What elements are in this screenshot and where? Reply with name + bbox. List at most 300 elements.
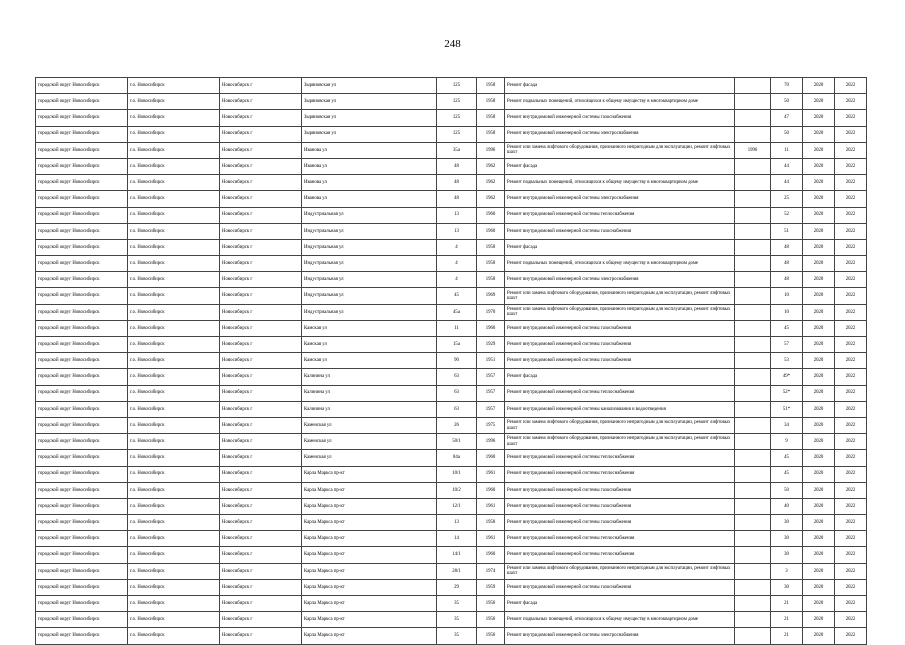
build-year-cell: 1961 <box>477 531 505 547</box>
plan-start-cell: 2020 <box>803 482 835 498</box>
house-number-cell: 4 <box>437 272 477 288</box>
street-cell: Каменская ул <box>302 417 437 433</box>
district-cell: г.о. Новосибирск <box>128 628 220 644</box>
table-row <box>36 207 867 223</box>
street-cell: Карла Маркса пр-кт <box>302 579 437 595</box>
lift-year-cell: 1996 <box>735 142 771 158</box>
district-cell: г.о. Новосибирск <box>128 515 220 531</box>
work-type-cell: Ремонт внутридомовой инженерной системы газоснабжения <box>505 482 735 498</box>
plan-start-cell: 2020 <box>803 304 835 320</box>
work-type-cell: Ремонт внутридомовой инженерной системы газоснабжения <box>505 515 735 531</box>
plan-start-cell: 2020 <box>803 547 835 563</box>
work-type-cell: Ремонт фасада <box>505 158 735 174</box>
municipality-cell: городской округ Новосибирск <box>36 191 128 207</box>
street-cell: Зыряновская ул <box>302 110 437 126</box>
house-number-cell: 48 <box>437 158 477 174</box>
municipality-cell: городской округ Новосибирск <box>36 94 128 110</box>
wear-percent-cell: 30 <box>771 547 803 563</box>
street-cell: Калинина ул <box>302 369 437 385</box>
wear-percent-cell: 48 <box>771 239 803 255</box>
wear-percent-cell: 45 <box>771 320 803 336</box>
plan-start-cell: 2020 <box>803 110 835 126</box>
lift-year-cell <box>735 94 771 110</box>
plan-start-cell: 2020 <box>803 563 835 579</box>
wear-percent-cell: 44 <box>771 158 803 174</box>
wear-percent-cell: 21 <box>771 596 803 612</box>
build-year-cell: 1956 <box>477 612 505 628</box>
table-row <box>36 369 867 385</box>
wear-percent-cell: 45 <box>771 450 803 466</box>
municipality-cell: городской округ Новосибирск <box>36 142 128 158</box>
plan-start-cell: 2020 <box>803 579 835 595</box>
house-number-cell: 125 <box>437 110 477 126</box>
lift-year-cell <box>735 288 771 304</box>
table-row <box>36 110 867 126</box>
street-cell: Зыряновская ул <box>302 78 437 94</box>
district-cell: г.о. Новосибирск <box>128 385 220 401</box>
table-row <box>36 304 867 320</box>
house-number-cell: 125 <box>437 78 477 94</box>
table-row <box>36 288 867 304</box>
district-cell: г.о. Новосибирск <box>128 94 220 110</box>
district-cell: г.о. Новосибирск <box>128 482 220 498</box>
locality-cell: Новосибирск г <box>220 126 302 142</box>
municipality-cell: городской округ Новосибирск <box>36 175 128 191</box>
street-cell: Карла Маркса пр-кт <box>302 466 437 482</box>
work-type-cell: Ремонт внутридомовой инженерной системы газоснабжения <box>505 498 735 514</box>
municipality-cell: городской округ Новосибирск <box>36 272 128 288</box>
district-cell: г.о. Новосибирск <box>128 304 220 320</box>
table-row <box>36 78 867 94</box>
plan-start-cell: 2020 <box>803 353 835 369</box>
build-year-cell: 1958 <box>477 272 505 288</box>
street-cell: Калинина ул <box>302 401 437 417</box>
municipality-cell: городской округ Новосибирск <box>36 158 128 174</box>
page-number: 248 <box>444 38 461 50</box>
lift-year-cell <box>735 175 771 191</box>
locality-cell: Новосибирск г <box>220 547 302 563</box>
district-cell: г.о. Новосибирск <box>128 353 220 369</box>
plan-start-cell: 2020 <box>803 596 835 612</box>
wear-percent-cell: 9 <box>771 434 803 450</box>
district-cell: г.о. Новосибирск <box>128 78 220 94</box>
build-year-cell: 1961 <box>477 498 505 514</box>
work-type-cell: Ремонт или замена лифтового оборудования, признанного непригодным для эксплуатации, ремонт лифтовых шахт <box>505 304 735 320</box>
build-year-cell: 1957 <box>477 401 505 417</box>
house-number-cell: 13 <box>437 223 477 239</box>
plan-start-cell: 2020 <box>803 207 835 223</box>
lift-year-cell <box>735 434 771 450</box>
wear-percent-cell: 47 <box>771 110 803 126</box>
work-type-cell: Ремонт или замена лифтового оборудования, признанного непригодным для эксплуатации, ремонт лифтовых шахт <box>505 288 735 304</box>
plan-end-cell: 2022 <box>835 223 867 239</box>
district-cell: г.о. Новосибирск <box>128 110 220 126</box>
lift-year-cell <box>735 579 771 595</box>
build-year-cell: 1958 <box>477 239 505 255</box>
plan-end-cell: 2022 <box>835 628 867 644</box>
locality-cell: Новосибирск г <box>220 434 302 450</box>
wear-percent-cell: 53 <box>771 353 803 369</box>
locality-cell: Новосибирск г <box>220 417 302 433</box>
municipality-cell: городской округ Новосибирск <box>36 450 128 466</box>
wear-percent-cell: 50 <box>771 94 803 110</box>
locality-cell: Новосибирск г <box>220 563 302 579</box>
lift-year-cell <box>735 498 771 514</box>
work-type-cell: Ремонт внутридомовой инженерной системы газоснабжения <box>505 353 735 369</box>
lift-year-cell <box>735 417 771 433</box>
plan-start-cell: 2020 <box>803 450 835 466</box>
house-number-cell: 4 <box>437 256 477 272</box>
street-cell: Индустриальная ул <box>302 304 437 320</box>
house-number-cell: 63 <box>437 385 477 401</box>
plan-end-cell: 2022 <box>835 239 867 255</box>
street-cell: Камская ул <box>302 337 437 353</box>
lift-year-cell <box>735 547 771 563</box>
municipality-cell: городской округ Новосибирск <box>36 126 128 142</box>
street-cell: Карла Маркса пр-кт <box>302 498 437 514</box>
wear-percent-cell: 11 <box>771 142 803 158</box>
table-row <box>36 450 867 466</box>
build-year-cell: 1962 <box>477 191 505 207</box>
build-year-cell: 1959 <box>477 579 505 595</box>
lift-year-cell <box>735 272 771 288</box>
plan-start-cell: 2020 <box>803 320 835 336</box>
work-type-cell: Ремонт фасада <box>505 78 735 94</box>
locality-cell: Новосибирск г <box>220 320 302 336</box>
table-row <box>36 531 867 547</box>
locality-cell: Новосибирск г <box>220 353 302 369</box>
plan-end-cell: 2022 <box>835 612 867 628</box>
street-cell: Иванова ул <box>302 175 437 191</box>
plan-end-cell: 2022 <box>835 579 867 595</box>
plan-end-cell: 2022 <box>835 272 867 288</box>
work-type-cell: Ремонт внутридомовой инженерной системы газоснабжения <box>505 110 735 126</box>
wear-percent-cell: 10 <box>771 288 803 304</box>
plan-start-cell: 2020 <box>803 256 835 272</box>
table-row <box>36 320 867 336</box>
district-cell: г.о. Новосибирск <box>128 579 220 595</box>
table-row <box>36 142 867 158</box>
plan-end-cell: 2022 <box>835 191 867 207</box>
municipality-cell: городской округ Новосибирск <box>36 256 128 272</box>
street-cell: Камская ул <box>302 353 437 369</box>
work-type-cell: Ремонт подвальных помещений, относящихся к общему имуществу в многоквартирном доме <box>505 175 735 191</box>
locality-cell: Новосибирск г <box>220 337 302 353</box>
wear-percent-cell: 30 <box>771 515 803 531</box>
district-cell: г.о. Новосибирск <box>128 337 220 353</box>
work-type-cell: Ремонт подвальных помещений, относящихся к общему имуществу в многоквартирном доме <box>505 612 735 628</box>
lift-year-cell <box>735 563 771 579</box>
house-number-cell: 35а <box>437 142 477 158</box>
plan-end-cell: 2022 <box>835 320 867 336</box>
lift-year-cell <box>735 304 771 320</box>
plan-end-cell: 2022 <box>835 434 867 450</box>
work-type-cell: Ремонт фасада <box>505 596 735 612</box>
district-cell: г.о. Новосибирск <box>128 547 220 563</box>
municipality-cell: городской округ Новосибирск <box>36 515 128 531</box>
build-year-cell: 1974 <box>477 563 505 579</box>
locality-cell: Новосибирск г <box>220 515 302 531</box>
work-type-cell: Ремонт фасада <box>505 369 735 385</box>
plan-start-cell: 2020 <box>803 369 835 385</box>
plan-end-cell: 2022 <box>835 288 867 304</box>
lift-year-cell <box>735 353 771 369</box>
street-cell: Индустриальная ул <box>302 272 437 288</box>
district-cell: г.о. Новосибирск <box>128 596 220 612</box>
build-year-cell: 1958 <box>477 515 505 531</box>
work-type-cell: Ремонт фасада <box>505 239 735 255</box>
locality-cell: Новосибирск г <box>220 579 302 595</box>
locality-cell: Новосибирск г <box>220 304 302 320</box>
district-cell: г.о. Новосибирск <box>128 531 220 547</box>
house-number-cell: 48 <box>437 175 477 191</box>
wear-percent-cell: 51 <box>771 223 803 239</box>
build-year-cell: 1958 <box>477 256 505 272</box>
plan-end-cell: 2022 <box>835 304 867 320</box>
locality-cell: Новосибирск г <box>220 191 302 207</box>
locality-cell: Новосибирск г <box>220 612 302 628</box>
locality-cell: Новосибирск г <box>220 531 302 547</box>
plan-start-cell: 2020 <box>803 288 835 304</box>
build-year-cell: 1960 <box>477 482 505 498</box>
district-cell: г.о. Новосибирск <box>128 207 220 223</box>
street-cell: Карла Маркса пр-кт <box>302 531 437 547</box>
street-cell: Карла Маркса пр-кт <box>302 482 437 498</box>
house-number-cell: 12/1 <box>437 498 477 514</box>
lift-year-cell <box>735 450 771 466</box>
build-year-cell: 1996 <box>477 142 505 158</box>
locality-cell: Новосибирск г <box>220 78 302 94</box>
table-row <box>36 256 867 272</box>
table-row <box>36 272 867 288</box>
district-cell: г.о. Новосибирск <box>128 498 220 514</box>
work-type-cell: Ремонт внутридомовой инженерной системы теплоснабжения <box>505 207 735 223</box>
street-cell: Карла Маркса пр-кт <box>302 547 437 563</box>
municipality-cell: городской округ Новосибирск <box>36 369 128 385</box>
plan-start-cell: 2020 <box>803 628 835 644</box>
plan-end-cell: 2022 <box>835 547 867 563</box>
plan-end-cell: 2022 <box>835 515 867 531</box>
house-number-cell: 14/1 <box>437 547 477 563</box>
locality-cell: Новосибирск г <box>220 223 302 239</box>
plan-end-cell: 2022 <box>835 401 867 417</box>
locality-cell: Новосибирск г <box>220 239 302 255</box>
street-cell: Калинина ул <box>302 385 437 401</box>
lift-year-cell <box>735 337 771 353</box>
street-cell: Иванова ул <box>302 158 437 174</box>
wear-percent-cell: 21 <box>771 612 803 628</box>
wear-percent-cell: 10 <box>771 304 803 320</box>
build-year-cell: 1951 <box>477 353 505 369</box>
district-cell: г.о. Новосибирск <box>128 320 220 336</box>
plan-end-cell: 2022 <box>835 498 867 514</box>
district-cell: г.о. Новосибирск <box>128 191 220 207</box>
plan-end-cell: 2022 <box>835 563 867 579</box>
district-cell: г.о. Новосибирск <box>128 239 220 255</box>
street-cell: Индустриальная ул <box>302 239 437 255</box>
wear-percent-cell: 48 <box>771 272 803 288</box>
plan-start-cell: 2020 <box>803 466 835 482</box>
street-cell: Карла Маркса пр-кт <box>302 612 437 628</box>
plan-start-cell: 2020 <box>803 126 835 142</box>
house-number-cell: 45а <box>437 304 477 320</box>
work-type-cell: Ремонт внутридомовой инженерной системы теплоснабжения <box>505 531 735 547</box>
work-type-cell: Ремонт или замена лифтового оборудования, признанного непригодным для эксплуатации, ремонт лифтовых шахт <box>505 434 735 450</box>
lift-year-cell <box>735 401 771 417</box>
locality-cell: Новосибирск г <box>220 158 302 174</box>
locality-cell: Новосибирск г <box>220 369 302 385</box>
plan-start-cell: 2020 <box>803 142 835 158</box>
municipality-cell: городской округ Новосибирск <box>36 337 128 353</box>
lift-year-cell <box>735 320 771 336</box>
municipality-cell: городской округ Новосибирск <box>36 482 128 498</box>
table-row <box>36 191 867 207</box>
lift-year-cell <box>735 482 771 498</box>
district-cell: г.о. Новосибирск <box>128 158 220 174</box>
plan-start-cell: 2020 <box>803 531 835 547</box>
municipality-cell: городской округ Новосибирск <box>36 401 128 417</box>
district-cell: г.о. Новосибирск <box>128 272 220 288</box>
wear-percent-cell: 48 <box>771 256 803 272</box>
work-type-cell: Ремонт или замена лифтового оборудования, признанного непригодным для эксплуатации, ремонт лифтовых шахт <box>505 563 735 579</box>
district-cell: г.о. Новосибирск <box>128 142 220 158</box>
street-cell: Индустриальная ул <box>302 223 437 239</box>
district-cell: г.о. Новосибирск <box>128 417 220 433</box>
build-year-cell: 1969 <box>477 288 505 304</box>
lift-year-cell <box>735 223 771 239</box>
wear-percent-cell: 44 <box>771 175 803 191</box>
plan-end-cell: 2022 <box>835 158 867 174</box>
locality-cell: Новосибирск г <box>220 466 302 482</box>
house-number-cell: 90 <box>437 353 477 369</box>
plan-start-cell: 2020 <box>803 223 835 239</box>
district-cell: г.о. Новосибирск <box>128 434 220 450</box>
wear-percent-cell: 3 <box>771 563 803 579</box>
plan-end-cell: 2022 <box>835 94 867 110</box>
wear-percent-cell: 49* <box>771 369 803 385</box>
district-cell: г.о. Новосибирск <box>128 223 220 239</box>
municipality-cell: городской округ Новосибирск <box>36 207 128 223</box>
work-type-cell: Ремонт внутридомовой инженерной системы теплоснабжения <box>505 450 735 466</box>
wear-percent-cell: 52* <box>771 385 803 401</box>
build-year-cell: 1958 <box>477 110 505 126</box>
municipality-cell: городской округ Новосибирск <box>36 78 128 94</box>
plan-end-cell: 2022 <box>835 466 867 482</box>
house-number-cell: 10/1 <box>437 466 477 482</box>
street-cell: Карла Маркса пр-кт <box>302 628 437 644</box>
plan-start-cell: 2020 <box>803 612 835 628</box>
plan-start-cell: 2020 <box>803 515 835 531</box>
street-cell: Зыряновская ул <box>302 126 437 142</box>
wear-percent-cell: 70 <box>771 78 803 94</box>
table-row <box>36 434 867 450</box>
street-cell: Иванова ул <box>302 142 437 158</box>
district-cell: г.о. Новосибирск <box>128 175 220 191</box>
house-number-cell: 29 <box>437 579 477 595</box>
table-row <box>36 239 867 255</box>
lift-year-cell <box>735 207 771 223</box>
lift-year-cell <box>735 256 771 272</box>
municipality-cell: городской округ Новосибирск <box>36 239 128 255</box>
plan-end-cell: 2022 <box>835 142 867 158</box>
locality-cell: Новосибирск г <box>220 175 302 191</box>
work-type-cell: Ремонт внутридомовой инженерной системы электроснабжения <box>505 191 735 207</box>
municipality-cell: городской округ Новосибирск <box>36 110 128 126</box>
work-type-cell: Ремонт или замена лифтового оборудования, признанного непригодным для эксплуатации, ремонт лифтовых шахт <box>505 142 735 158</box>
build-year-cell: 1957 <box>477 385 505 401</box>
street-cell: Карла Маркса пр-кт <box>302 563 437 579</box>
lift-year-cell <box>735 191 771 207</box>
house-number-cell: 35 <box>437 596 477 612</box>
street-cell: Карла Маркса пр-кт <box>302 515 437 531</box>
plan-end-cell: 2022 <box>835 175 867 191</box>
table-row <box>36 628 867 644</box>
lift-year-cell <box>735 628 771 644</box>
build-year-cell: 1962 <box>477 175 505 191</box>
plan-start-cell: 2020 <box>803 94 835 110</box>
lift-year-cell <box>735 110 771 126</box>
table-row <box>36 401 867 417</box>
municipality-cell: городской округ Новосибирск <box>36 531 128 547</box>
plan-end-cell: 2022 <box>835 110 867 126</box>
municipality-cell: городской округ Новосибирск <box>36 288 128 304</box>
table-row <box>36 547 867 563</box>
build-year-cell: 1960 <box>477 450 505 466</box>
table-row <box>36 515 867 531</box>
wear-percent-cell: 52 <box>771 207 803 223</box>
locality-cell: Новосибирск г <box>220 450 302 466</box>
build-year-cell: 1960 <box>477 223 505 239</box>
street-cell: Карла Маркса пр-кт <box>302 596 437 612</box>
wear-percent-cell: 25 <box>771 191 803 207</box>
house-number-cell: 84а <box>437 450 477 466</box>
locality-cell: Новосибирск г <box>220 401 302 417</box>
plan-start-cell: 2020 <box>803 272 835 288</box>
locality-cell: Новосибирск г <box>220 207 302 223</box>
house-number-cell: 125 <box>437 94 477 110</box>
table-row <box>36 498 867 514</box>
locality-cell: Новосибирск г <box>220 288 302 304</box>
street-cell: Камская ул <box>302 320 437 336</box>
table-row <box>36 563 867 579</box>
house-number-cell: 10/2 <box>437 482 477 498</box>
district-cell: г.о. Новосибирск <box>128 563 220 579</box>
municipality-cell: городской округ Новосибирск <box>36 628 128 644</box>
wear-percent-cell: 57 <box>771 337 803 353</box>
municipality-cell: городской округ Новосибирск <box>36 353 128 369</box>
lift-year-cell <box>735 239 771 255</box>
wear-percent-cell: 45 <box>771 466 803 482</box>
table-row <box>36 126 867 142</box>
table-row <box>36 417 867 433</box>
plan-end-cell: 2022 <box>835 337 867 353</box>
work-type-cell: Ремонт подвальных помещений, относящихся к общему имуществу в многоквартирном доме <box>505 256 735 272</box>
plan-start-cell: 2020 <box>803 191 835 207</box>
house-number-cell: 11 <box>437 320 477 336</box>
plan-start-cell: 2020 <box>803 175 835 191</box>
build-year-cell: 1960 <box>477 207 505 223</box>
plan-end-cell: 2022 <box>835 207 867 223</box>
house-number-cell: 28/1 <box>437 563 477 579</box>
plan-end-cell: 2022 <box>835 417 867 433</box>
build-year-cell: 1960 <box>477 547 505 563</box>
work-type-cell: Ремонт внутридомовой инженерной системы электроснабжения <box>505 628 735 644</box>
locality-cell: Новосибирск г <box>220 110 302 126</box>
table-row <box>36 579 867 595</box>
lift-year-cell <box>735 369 771 385</box>
municipality-cell: городской округ Новосибирск <box>36 547 128 563</box>
build-year-cell: 1962 <box>477 158 505 174</box>
